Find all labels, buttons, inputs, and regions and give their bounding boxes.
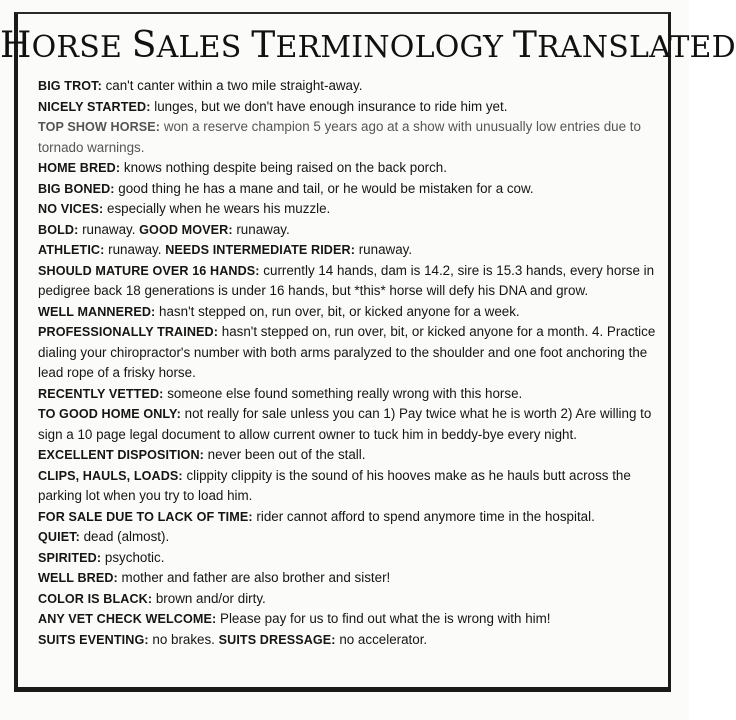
entry-term: ANY VET CHECK WELCOME: [38, 612, 217, 626]
title-initial: H [0, 25, 32, 66]
entry-definition: mother and father are also brother and sister! [117, 570, 391, 585]
title-initial: T [251, 25, 276, 66]
entry-home-bred [38, 158, 666, 179]
entry-definition: psychotic. [101, 549, 165, 565]
entry-definition: currently 14 hands, dam is 14.2, sire is 15.3 hands, every horse in pedigree back 18 generations is under 16 hands, but *this* horse will defy his DNA and grow. [38, 262, 655, 298]
entry-big-boned [38, 179, 666, 200]
entry-definition: runaway. [104, 242, 166, 257]
entry-top-show-horse [38, 117, 666, 158]
page-title [0, 25, 736, 68]
entry-to-good-home [38, 404, 666, 445]
entry-suits-eventing [38, 630, 666, 651]
entry-definition: brown and/or dirty. [152, 590, 266, 606]
entry-definition: knows nothing despite being raised on the back porch. [120, 160, 447, 175]
entry-term: BIG TROT: [38, 79, 102, 93]
entry-definition: no brakes. [148, 631, 219, 647]
entry-definition: clippity clippity is the sound of his hooves make as he hauls butt across the parking lot when you try to load him. [38, 467, 631, 503]
entry-term: COLOR IS BLACK: [38, 591, 153, 606]
title-word: RANSLATED [537, 30, 736, 65]
entry-quiet [38, 527, 666, 548]
entry-definition: won a reserve champion 5 years ago at a show with unusually low entries due to tornado warnings. [38, 119, 641, 155]
entry-term: TO GOOD HOME ONLY: [38, 407, 181, 421]
entry-athletic [38, 240, 666, 261]
entry-term: SHOULD MATURE OVER 16 HANDS: [38, 263, 260, 278]
entry-term: CLIPS, HAULS, LOADS: [38, 468, 183, 483]
entry-definition: dead (almost). [79, 529, 170, 544]
entry-spirited [38, 548, 666, 569]
entry-definition-secondary: runaway. [232, 221, 290, 237]
entry-definition: never been out of the stall. [203, 447, 366, 462]
title-word: ORSE [31, 30, 123, 65]
entry-for-sale-lack-of-time [38, 507, 666, 528]
entry-term: PROFESSIONALLY TRAINED: [38, 325, 219, 339]
entry-clips-hauls-loads [38, 466, 666, 507]
entry-term: BOLD: [38, 222, 79, 237]
entry-definition: especially when he wears his muzzle. [103, 201, 331, 216]
entry-term: SUITS EVENTING: [38, 632, 149, 647]
entry-should-mature [38, 261, 666, 302]
entry-definition: lunges, but we don't have enough insurance to ride him yet. [150, 98, 508, 114]
entry-term: NO VICES: [38, 202, 104, 216]
entry-definition: hasn't stepped on, run over, bit, or kicked anyone for a week. [155, 303, 520, 319]
entry-well-bred [38, 568, 666, 589]
entry-term: TOP SHOW HORSE: [38, 120, 161, 134]
entry-definition: good thing he has a mane and tail, or he would be mistaken for a cow. [114, 180, 534, 196]
entry-term: BIG BONED: [38, 181, 115, 196]
entry-bold [38, 220, 666, 241]
entry-color-is-black [38, 589, 666, 610]
entry-definition: rider cannot afford to spend anymore time in the hospital. [252, 508, 595, 524]
entry-professionally-trained [38, 322, 666, 384]
entry-definition: runaway. [78, 221, 140, 237]
title-initial: S [131, 25, 157, 66]
entry-any-vet-check [38, 609, 666, 630]
entry-definition: hasn't stepped on, run over, bit, or kicked anyone for a month. 4. Practice dialing your chiropractor's number with both arms paralyzed to the shoulder and one foot anchoring the lead rope of a frisky horse. [38, 324, 656, 380]
entry-definition-secondary: no accelerator. [335, 631, 428, 647]
title-word: ERMINOLOGY [275, 30, 504, 65]
entry-term: ATHLETIC: [38, 243, 105, 257]
entry-definition: not really for sale unless you can 1) Pay twice what he is worth 2) Are willing to sign a 10 page legal document to allow current owner to tuck him in beddy-bye every night. [38, 406, 652, 442]
entry-excellent-disposition [38, 445, 666, 466]
entry-term-secondary: NEEDS INTERMEDIATE RIDER: [165, 243, 355, 257]
entry-term: NICELY STARTED: [38, 99, 151, 114]
entry-term: SPIRITED: [38, 550, 102, 565]
entry-term: EXCELLENT DISPOSITION: [38, 448, 204, 462]
entry-term: RECENTLY VETTED: [38, 386, 164, 401]
entry-big-trot [38, 76, 666, 97]
entry-well-mannered [38, 302, 666, 323]
entry-definition-secondary: runaway. [355, 242, 413, 257]
entry-nicely-started [38, 97, 666, 118]
entry-term-secondary: GOOD MOVER: [139, 222, 233, 237]
entry-definition: Please pay for us to find out what the is wrong with him! [216, 611, 551, 626]
entry-recently-vetted [38, 384, 666, 405]
title-initial: T [512, 25, 538, 66]
entry-term: WELL MANNERED: [38, 304, 156, 319]
entry-term: QUIET: [38, 530, 80, 544]
entry-term: WELL BRED: [38, 571, 118, 585]
entry-term: FOR SALE DUE TO LACK OF TIME: [38, 509, 253, 524]
entry-term-secondary: SUITS DRESSAGE: [218, 632, 336, 647]
entry-term: HOME BRED: [38, 161, 121, 175]
terminology-list [38, 76, 666, 650]
entry-no-vices [38, 199, 666, 220]
entry-definition: can't canter within a two mile straight-away. [101, 78, 363, 93]
entry-definition: someone else found something really wrong with this horse. [163, 385, 523, 401]
title-word: ALES [156, 30, 242, 65]
